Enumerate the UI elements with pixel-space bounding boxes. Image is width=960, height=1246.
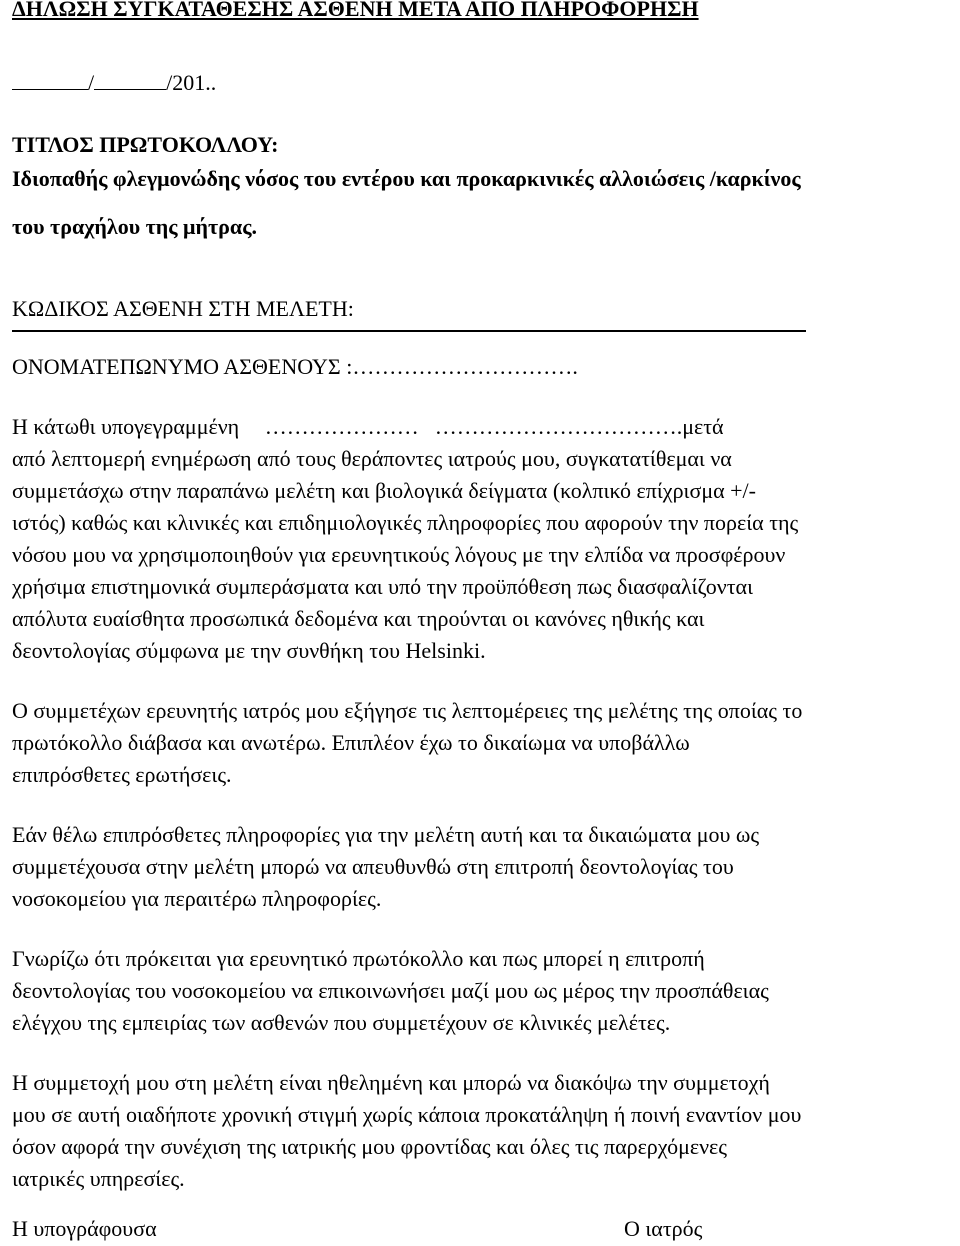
patient-name-line	[12, 354, 578, 380]
signer-dots-second: …………………………….	[434, 414, 683, 439]
p5-line-1: Η συμμετοχή μου στη μελέτη είναι ηθελημένη και μπορώ να διακόψω την συμμετοχή	[12, 1070, 770, 1095]
patient-code-label: ΚΩΔΙΚΟΣ ΑΣΘΕΝΗ ΣΤΗ ΜΕΛΕΤΗ:	[12, 296, 354, 321]
p3-line-3: νοσοκομείου για περαιτέρω πληροφορίες.	[12, 886, 382, 911]
protocol-title-line1: Ιδιοπαθής φλεγμονώδης νόσος του εντέρου και προκαρκινικές αλλοιώσεις /καρκίνος	[12, 166, 801, 191]
signer-dots-first: …………………	[264, 414, 419, 439]
date-separator: /	[88, 70, 95, 95]
p2-line-2: πρωτόκολλο διάβασα και ανωτέρω. Επιπλέον έχω το δικαίωμα να υποβάλλω	[12, 730, 690, 755]
p4-line-3: ελέγχου της εμπειρίας των ασθενών που συμμετέχουν σε κλινικές μελέτες.	[12, 1010, 671, 1035]
p1-line-3: ιστός) καθώς και κλινικές και επιδημιολογικές πληροφορίες που αφορούν την πορεία της	[12, 510, 799, 535]
doctor-signature-label: Ο ιατρός	[624, 1216, 703, 1241]
date-day-blank	[12, 71, 88, 90]
p3-line-1: Εάν θέλω επιπρόσθετες πληροφορίες για την μελέτη αυτή και τα δικαιώματα μου ως	[12, 822, 760, 847]
p1-line-1: από λεπτομερή ενημέρωση από τους θεράποντες ιατρούς μου, συγκατατίθεμαι να	[12, 446, 732, 471]
p2-line-3: επιπρόσθετες ερωτήσεις.	[12, 762, 232, 787]
protocol-label: ΤΙΤΛΟΣ ΠΡΩΤΟΚΟΛΛΟΥ:	[12, 132, 279, 157]
p2-line-1: Ο συμμετέχων ερευνητής ιατρός μου εξήγησε τις λεπτομέρειες της μελέτης της οποίας το	[12, 698, 803, 723]
signer-intro: Η κάτωθι υπογεγραμμένη	[12, 414, 245, 439]
p5-line-3: όσον αφορά την συνέχιση της ιατρικής μου φροντίδας και όλες τις παρερχόμενες	[12, 1134, 727, 1159]
patient-name-dots: ………………………….	[352, 354, 578, 379]
p1-line-6: απόλυτα ευαίσθητα προσωπικά δεδομένα και τηρούνται οι κανόνες ηθικής και	[12, 606, 705, 631]
date-month-blank	[94, 71, 166, 90]
p1-line-5: χρήσιμα επιστημονικά συμπεράσματα και υπό την προϋπόθεση πως διασφαλίζονται	[12, 574, 754, 599]
date-line	[12, 70, 216, 96]
document-title: ΔΗΛΩΣΗ ΣΥΓΚΑΤΑΘΕΣΗΣ ΑΣΘΕΝΗ ΜΕΤΑ ΑΠΟ ΠΛΗΡΟΦΟΡΗΣΗ	[12, 0, 699, 21]
p1-line-2: συμμετάσχω στην παραπάνω μελέτη και βιολογικά δείγματα (κολπικό επίχρισμα +/-	[12, 478, 756, 503]
p4-line-2: δεοντολογίας του νοσοκομείου να επικοινωνήσει μαζί μου ως μέρος την προσπάθειας	[12, 978, 769, 1003]
p5-line-4: ιατρικές υπηρεσίες.	[12, 1166, 185, 1191]
signer-signature-label: Η υπογράφουσα	[12, 1216, 157, 1241]
p4-line-1: Γνωρίζω ότι πρόκειται για ερευνητικό πρωτόκολλο και πως μπορεί η επιτροπή	[12, 946, 705, 971]
patient-name-label: ΟΝΟΜΑΤΕΠΩΝΥΜΟ ΑΣΘΕΝΟΥΣ :	[12, 354, 353, 379]
date-year: /201..	[166, 70, 217, 95]
p1-line-4: νόσου μου να χρησιμοποιηθούν για ερευνητικούς λόγους με την ελπίδα να προσφέρουν	[12, 542, 786, 567]
signer-line	[12, 414, 958, 440]
p5-line-2: μου σε αυτή οιαδήποτε χρονική στιγμή χωρίς κάποια προκατάληψη ή ποινή εναντίον μου	[12, 1102, 802, 1127]
p1-line-7: δεοντολογίας σύμφωνα με την συνθήκη του Helsinki.	[12, 638, 486, 663]
protocol-title-line2: του τραχήλου της μήτρας.	[12, 214, 257, 239]
patient-code-rule	[12, 330, 806, 332]
signer-after: μετά	[682, 414, 724, 439]
p3-line-2: συμμετέχουσα στην μελέτη μπορώ να απευθυνθώ στη επιτροπή δεοντολογίας του	[12, 854, 734, 879]
